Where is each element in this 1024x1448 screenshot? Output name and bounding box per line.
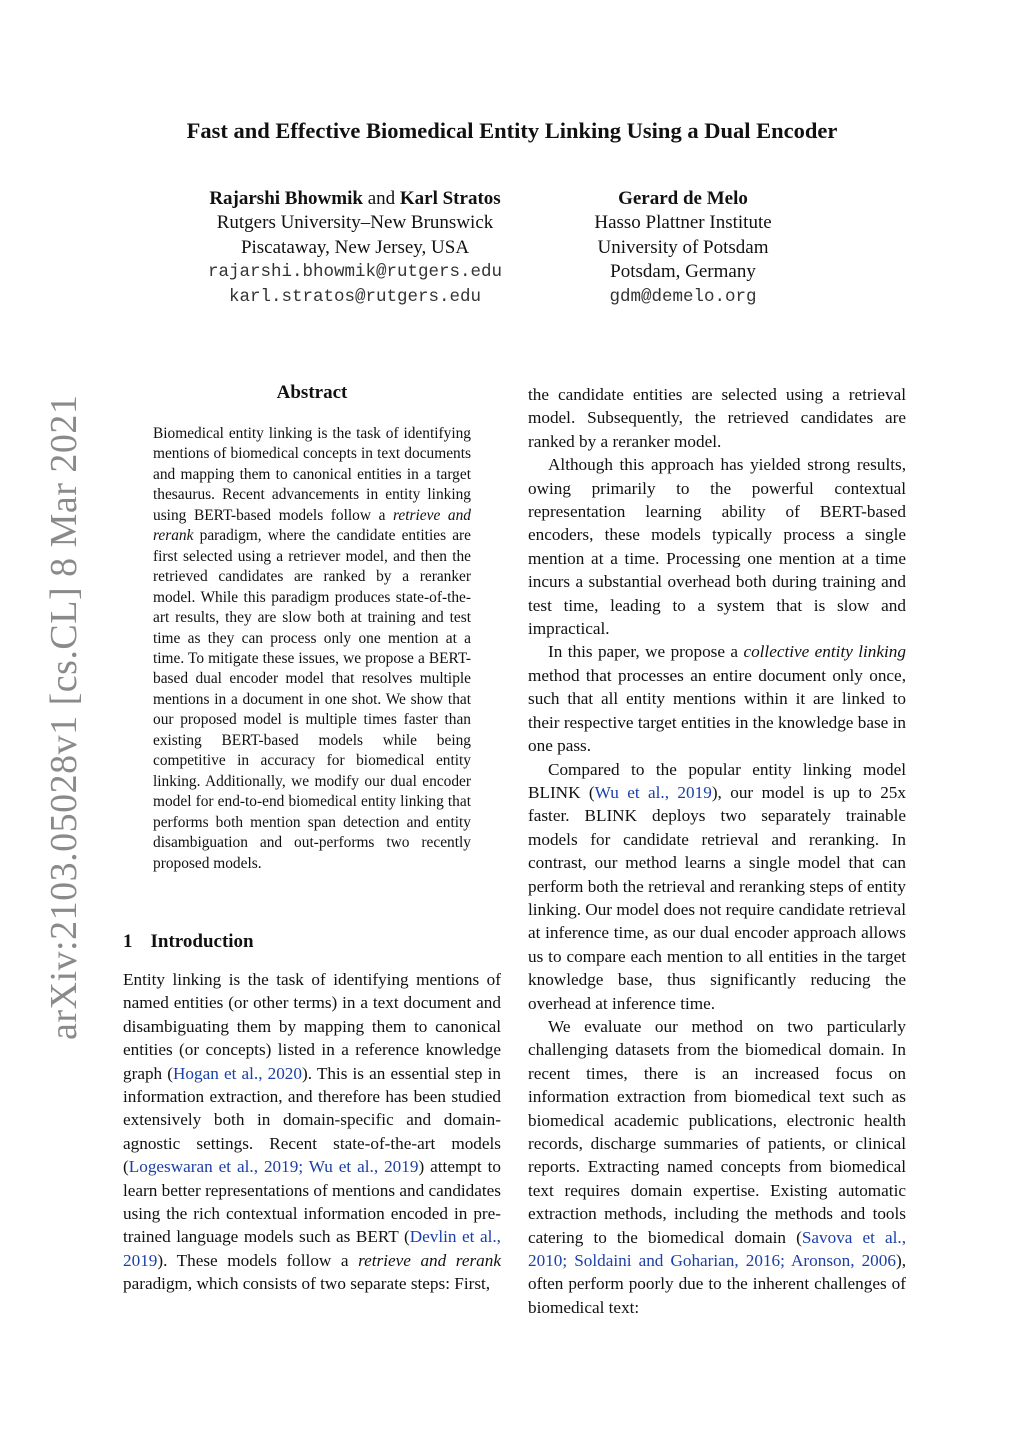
text-span: ), our model is up to 25x faster. BLINK deploys two separately trainable models for candidate retrieval and reranking. In contrast, our method learns a single model that can perform both the retrieval and reranking steps of entity linking. Our model does not require candidate retrieval at inference time, as our dual encoder approach allows us to compare each mention to all entities in the target knowledge base, thus significantly reducing the overhead at inference time. bbox=[528, 782, 906, 1013]
body-column-right bbox=[528, 383, 906, 1319]
citation-link[interactable]: Savova et al., 2010; Soldaini and Goharian, 2016; Aronson, 2006 bbox=[528, 1227, 906, 1271]
text-span: paradigm, which consists of two separate steps: First, bbox=[123, 1274, 491, 1294]
author-location: Potsdam, Germany bbox=[610, 261, 756, 283]
text-span: Compared to the popular entity linking model BLINK ( bbox=[528, 759, 906, 802]
author-email[interactable]: rajarshi.bhowmik@rutgers.edu bbox=[207, 262, 503, 283]
section-title: Introduction bbox=[150, 931, 254, 952]
author-email[interactable]: karl.stratos@rutgers.edu bbox=[228, 286, 482, 307]
text-span: We evaluate our method on two particularly challenging datasets from the biomedical domain. In recent times, there is an increased focus on information extraction from biomedical text such as biomedical academic publications, electronic health records, discharge summaries of patients, or clinical reports. Extracting named concepts from biomedical text requires domain expertise. Existing automatic extraction methods, including the methods and tools catering to the biomedical domain ( bbox=[528, 1016, 906, 1247]
text-span: Entity linking is the task of identifying mentions of named entities (or other terms) in a text document and disambiguating them by mapping them to canonical entities (or concepts) listed in a reference knowledge graph ( bbox=[123, 970, 501, 1083]
emphasis: retrieve and rerank bbox=[358, 1250, 501, 1270]
body-column-left bbox=[123, 968, 501, 1296]
text-span: ), often perform poorly due to the inherent challenges of biomedical text: bbox=[528, 1251, 906, 1317]
section-number: 1 bbox=[123, 931, 133, 952]
text-span: ). These models follow a bbox=[157, 1250, 349, 1270]
emphasis: collective entity linking bbox=[743, 642, 906, 662]
citation-link[interactable]: Logeswaran et al., 2019; Wu et al., 2019 bbox=[128, 1157, 419, 1177]
paragraph bbox=[528, 758, 906, 1015]
paragraph-continuation bbox=[528, 383, 906, 453]
author-affiliation: Rutgers University–New Brunswick bbox=[216, 212, 494, 234]
citation-link[interactable]: Wu et al., 2019 bbox=[594, 782, 712, 802]
author-block-left bbox=[150, 187, 560, 309]
text-span: the candidate entities are selected using a retrieval model. Subsequently, the retrieved candidates are ranked by a reranker model. bbox=[528, 385, 906, 451]
author-email[interactable]: gdm@demelo.org bbox=[609, 286, 757, 307]
text-span: ) attempt to learn better representations of mentions and candidates using the rich contextual information encoded in pre-trained language models such as BERT ( bbox=[123, 1157, 501, 1247]
text-span: In this paper, we propose a bbox=[548, 642, 739, 662]
abstract-text-part: paradigm, where the candidate entities are first selected using a retriever model, and then the retrieved candidates are ranked by a reranker model. While this paradigm produces state-of-the-art results, they are slow both at training and test time as they can process only one mention at a time. To mitigate these issues, we propose a BERT-based dual encoder model that resolves multiple mentions in a document in one shot. We show that our proposed model is multiple times faster than existing BERT-based models while being competitive in accuracy for biomedical entity linking. Additionally, we modify our dual encoder model for end-to-end biomedical entity linking that performs both mention span detection and entity disambiguation and out-performs two recently proposed models. bbox=[153, 527, 471, 872]
author-conjunction: and bbox=[367, 188, 396, 209]
citation-link[interactable]: Hogan et al., 2020 bbox=[173, 1063, 302, 1083]
text-span: method that processes an entire document only once, such that all entity mentions within it are linked to their respective target entities in the knowledge base in one pass. bbox=[528, 665, 906, 756]
citation-link[interactable]: Devlin et al., 2019 bbox=[123, 1227, 501, 1270]
abstract-emphasis: retrieve and rerank bbox=[153, 506, 471, 545]
author-name: Karl Stratos bbox=[399, 188, 501, 209]
text-span: ). This is an essential step in information extraction, and therefore has been studied extensively both in domain-specific and domain-agnostic settings. Recent state-of-the-art models ( bbox=[123, 1063, 501, 1177]
abstract-text bbox=[153, 424, 471, 874]
author-name: Gerard de Melo bbox=[618, 188, 748, 209]
author-name: Rajarshi Bhowmik bbox=[209, 188, 363, 209]
section-heading-introduction bbox=[123, 931, 254, 953]
paper-title: Fast and Effective Biomedical Entity Linking Using a Dual Encoder bbox=[186, 118, 838, 143]
abstract-text-part: Biomedical entity linking is the task of identifying mentions of biomedical concepts in text documents and mapping them to canonical entities in a target thesaurus. Recent advancements in entity linking using BERT-based models follow a bbox=[153, 425, 471, 524]
author-affiliation: University of Potsdam bbox=[597, 236, 769, 258]
arxiv-identifier-stamp: arXiv:2103.05028v1 [cs.CL] 8 Mar 2021 bbox=[43, 394, 85, 1040]
paragraph: Although this approach has yielded strong results, owing primarily to the powerful contextual representation learning ability of BERT-based encoders, these models typically process a single mention at a time. Processing one mention at a time incurs a substantial overhead both during training and test time, leading to a system that is slow and impractical. bbox=[528, 455, 906, 639]
paragraph bbox=[528, 640, 906, 757]
author-block-right bbox=[565, 187, 801, 309]
paragraph bbox=[123, 968, 501, 1296]
author-affiliation: Hasso Plattner Institute bbox=[594, 212, 772, 234]
paragraph bbox=[528, 1015, 906, 1319]
abstract-heading: Abstract bbox=[276, 382, 348, 403]
author-names bbox=[150, 187, 560, 211]
author-location: Piscataway, New Jersey, USA bbox=[240, 236, 470, 258]
